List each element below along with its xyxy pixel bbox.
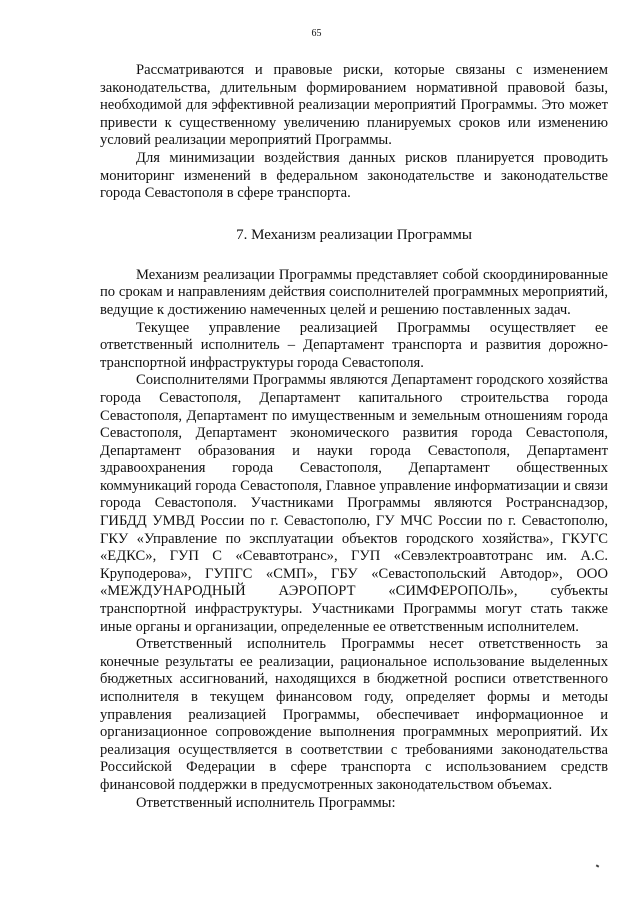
paragraph-co-executors: Соисполнителями Программы являются Департамент городского хозяйства города Севастополя, Департамент капитального строительства города Севастополя, Департамент по имущественным и земельным отношениям города Севастополя, Департамент экономического развития города Севастополя, Департамент образования и науки города Севастополя, Департамент здравоохранения города Севастополя, Департамент общественных коммуникаций города Севастополя, Главное управление информатизации и связи города Севастополя. Участниками Программы являются Ространснадзор, ГИБДД УМВД России по г. Севастополю, ГУ МЧС России по г. Севастополю, ГКУ «Управление по эксплуатации объектов городского хозяйства», ГКУГС «ЕДКС», ГУП С «Севавтотранс», ГУП «Севэлектроавтотранс им. А.С. Круподерова», ГУПГС «СМП», ГБУ «Севастопольский Автодор», ООО «МЕЖДУНАРОДНЫЙ АЭРОПОРТ «СИМФЕРОПОЛЬ», субъекты транспортной инфраструктуры. Участниками Программы могут стать также иные органы и организации, определенные ее ответственным исполнителем. <box>100 372 608 635</box>
paragraph-mechanism: Механизм реализации Программы представляет собой скоординированные по срокам и направлениям действия соисполнителей программных мероприятий, ведущие к достижению намеченных целей и решению поставленных задач. <box>100 266 608 318</box>
scan-mark <box>596 864 600 867</box>
paragraph-risk-mitigation: Для минимизации воздействия данных рисков планируется проводить мониторинг изменений в федеральном законодательстве и законодательстве города Севастополя в сфере транспорта. <box>100 149 608 202</box>
paragraph-current-management: Текущее управление реализацией Программы осуществляет ее ответственный исполнитель – Департамент транспорта и развития дорожно-транспортной инфраструктуры города Севастополя. <box>100 319 608 371</box>
page-number: 65 <box>311 28 322 39</box>
section-heading: 7. Механизм реализации Программы <box>236 226 472 243</box>
paragraph-responsibility: Ответственный исполнитель Программы несет ответственность за конечные результаты ее реализации, рациональное использование выделенных бюджетных ассигнований, находящихся в бюджетной росписи ответственного исполнителя в текущем финансовом году, определяет формы и методы управления реализацией Программы, обеспечивает информационное и организационное сопровождение выполнения программных мероприятий. Их реализация осуществляется в соответствии с требованиями законодательства Российской Федерации в сфере транспорта с использованием средств финансовой поддержки в предусмотренных законодательством объемах. <box>100 636 608 793</box>
paragraph-executor-intro: Ответственный исполнитель Программы: <box>136 794 396 811</box>
document-body <box>100 62 608 812</box>
paragraph-legal-risks: Рассматриваются и правовые риски, которые связаны с изменением законодательства, длительным формированием нормативной правовой базы, необходимой для эффективной реализации мероприятий Программы. Это может привести к существенному увеличению планируемых сроков или изменению условий реализации мероприятий Программы. <box>100 62 608 149</box>
